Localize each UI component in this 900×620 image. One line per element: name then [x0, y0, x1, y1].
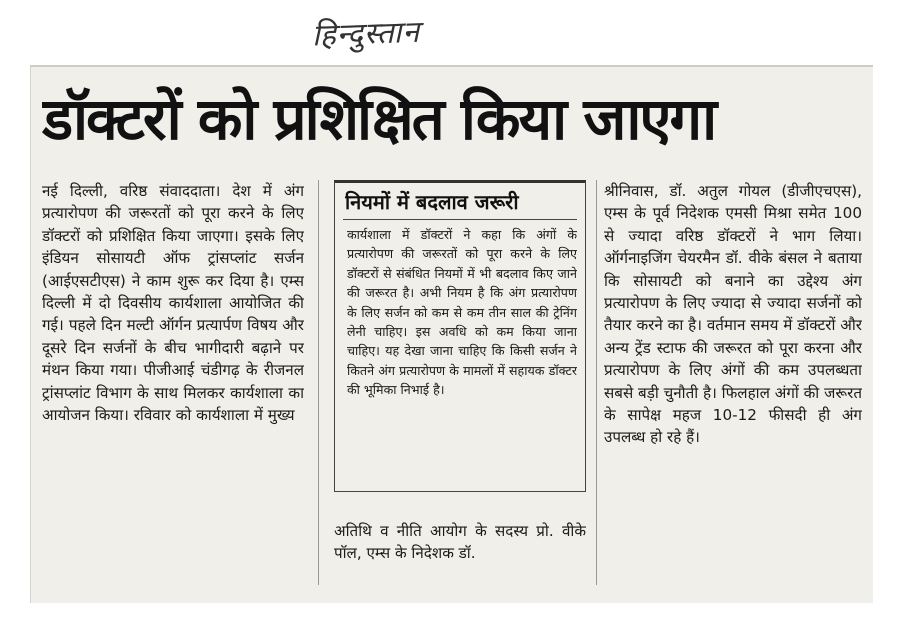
article-column-2 [334, 520, 586, 590]
article-column-1 [42, 180, 304, 585]
sidebar-box-rule [343, 219, 577, 220]
sidebar-box-title: नियमों में बदलाव जरूरी [345, 190, 519, 214]
article-headline: डॉक्टरों को प्रशिक्षित किया जाएगा [42, 85, 716, 153]
column-divider-2 [596, 180, 597, 585]
column-1-text: नई दिल्ली, वरिष्ठ संवाददाता। देश में अंग प्रत्यारोपण की जरूरतों को पूरा करने के लिए डॉक्टरों को प्रशिक्षित किया जाएगा। इसके लिए इंडियन सोसायटी ऑफ ट्रांसप्लांट सर्जन (आईएसटीएस) ने काम शुरू कर दिया है। एम्स दिल्ली में दो दिवसीय कार्यशाला आयोजित की गई। पहले दिन मल्टी ऑर्गन प्रत्यार्पण विषय और दूसरे दिन सर्जनों के बीच भागीदारी बढ़ाने पर मंथन किया गया। पीजीआई चंडीगढ़ के रीजनल ट्रांसप्लांट विभाग के साथ मिलकर कार्यशाला का आयोजन किया। रविवार को कार्यशाला में मुख्य [42, 182, 304, 425]
column-2-text: अतिथि व नीति आयोग के सदस्य प्रो. वीके पॉल, एम्स के निदेशक डॉ. [334, 522, 586, 563]
newspaper-masthead: हिन्दुस्तान [311, 14, 421, 54]
column-divider-1 [318, 180, 319, 585]
sidebar-box-body: कार्यशाला में डॉक्टरों ने कहा कि अंगों के प्रत्यारोपण की जरूरतों को पूरा करने के लिए डॉक्टरों से संबंधित नियमों में भी बदलाव किए जाने की जरूरत है। अभी नियम है कि अंग प्रत्यारोपण के लिए सर्जन को कम से कम तीन साल की ट्रेनिंग लेनी चाहिए। इस अवधि को कम किया जाना चाहिए। यह देखा जाना चाहिए कि किसी सर्जन ने कितने अंग प्रत्यारोपण के मामलों में सहायक डॉक्टर की भूमिका निभाई है। [347, 227, 577, 398]
column-3-text: श्रीनिवास, डॉ. अतुल गोयल (डीजीएचएस), एम्स के पूर्व निदेशक एमसी मिश्रा समेत 100 से ज्यादा वरिष्ठ डॉक्टरों ने भाग लिया। ऑर्गनाइजिंग चेयरमैन डॉ. वीके बंसल ने बताया कि सोसायटी को बनाने का उद्देश्य अंग प्रत्यारोपण के लिए ज्यादा से ज्यादा सर्जनों को तैयार करने का है। वर्तमान समय में डॉक्टरों और अन्य ट्रेंड स्टाफ की जरूरत को पूरा करना और प्रत्यारोपण के लिए अंगों की कम उपलब्धता सबसे बड़ी चुनौती है। फिलहाल अंगों की जरूरत के सापेक्ष महज 10-12 फीसदी ही अंग उपलब्ध हो रहे हैं। [604, 182, 862, 447]
sidebar-box [334, 180, 586, 492]
article-column-3 [604, 180, 862, 585]
